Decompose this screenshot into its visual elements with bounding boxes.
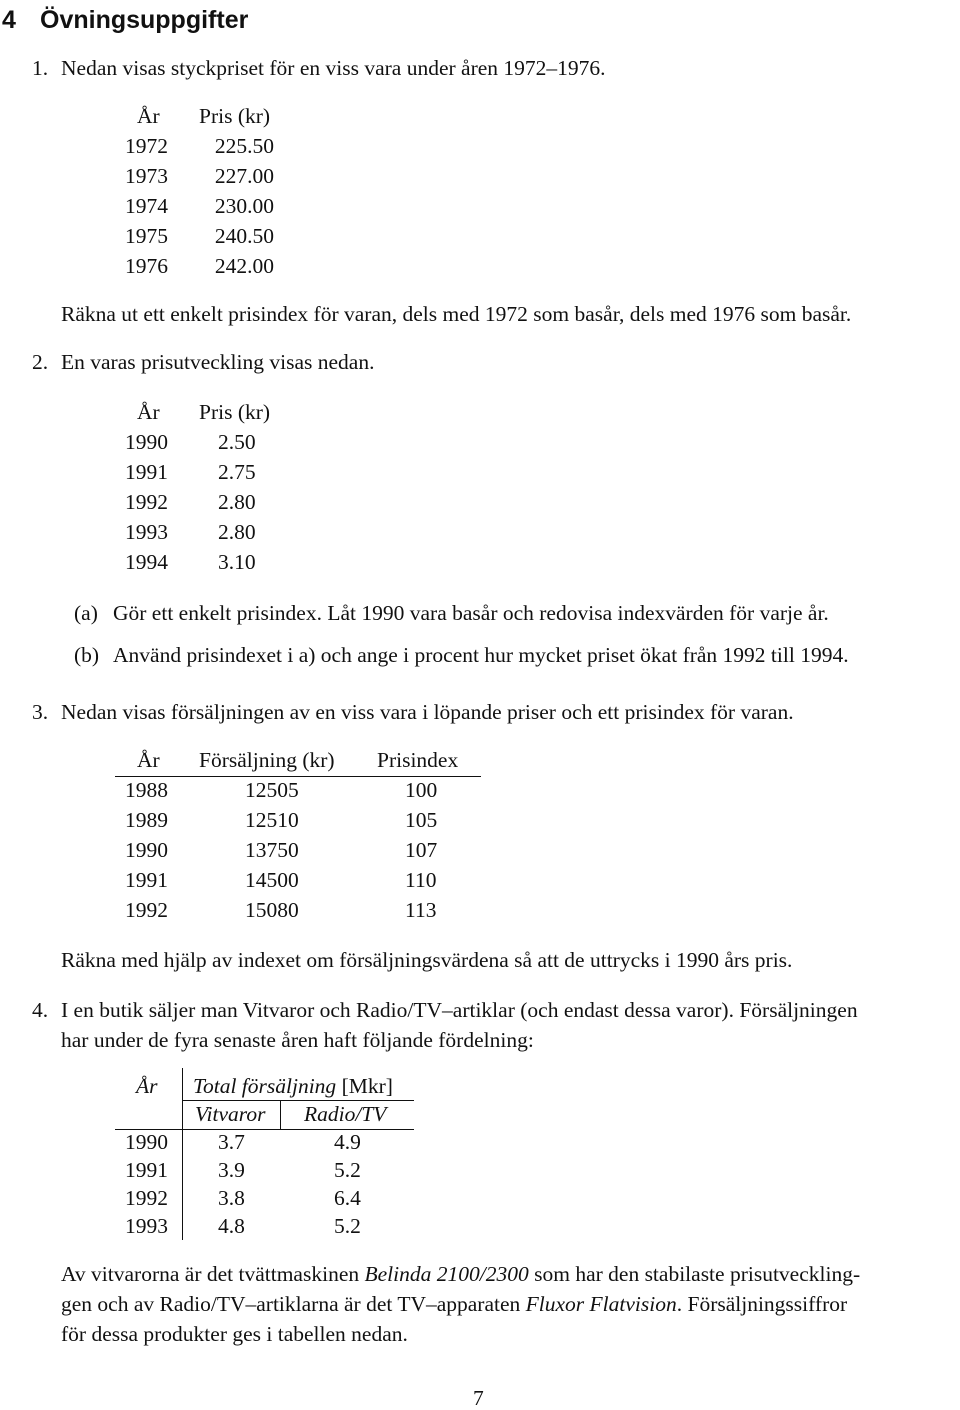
table-cell-price: 225.50 <box>214 134 274 158</box>
text-run: som har den stabilaste prisutveckling- <box>528 1262 861 1286</box>
table-header-price: Pris (kr) <box>199 400 271 424</box>
table-cell-year: 1994 <box>125 550 168 574</box>
text-run: Av vitvarorna är det tvättmaskinen <box>61 1262 365 1286</box>
exercise-instruction: Räkna med hjälp av indexet om försäljningsvärdena så att de uttrycks i 1990 års pris. <box>61 948 793 972</box>
table-cell-year: 1992 <box>125 1186 168 1210</box>
page-number: 7 <box>473 1386 484 1410</box>
exercise-text: En varas prisutveckling visas nedan. <box>61 350 375 374</box>
table-cell-index: 100 <box>405 778 438 802</box>
table-cell-index: 107 <box>405 838 438 862</box>
product-name: Belinda 2100/2300 <box>364 1262 529 1286</box>
table-cell-price: 2.80 <box>218 490 256 514</box>
table-header-price: Pris (kr) <box>199 104 271 128</box>
exercise-instruction: Räkna ut ett enkelt prisindex för varan, dels med 1972 som basår, dels med 1976 som basår. <box>61 302 852 326</box>
table-cell-price: 230.00 <box>214 194 274 218</box>
table-cell-year: 1991 <box>125 868 168 892</box>
table-rule <box>115 776 481 777</box>
table-header-total-unit: [Mkr] <box>341 1074 393 1098</box>
table-cell-vitvaror: 3.8 <box>218 1186 245 1210</box>
table-header-total-label: Total försäljning <box>193 1074 337 1098</box>
table-cell-radiotv: 5.2 <box>334 1214 361 1238</box>
table-cell-year: 1992 <box>125 898 168 922</box>
table-cell-sales: 13750 <box>245 838 299 862</box>
table-header-index: Prisindex <box>377 748 459 772</box>
table-cell-year: 1973 <box>125 164 168 188</box>
table-cell-index: 110 <box>405 868 437 892</box>
table-cell-year: 1991 <box>125 460 168 484</box>
table-cell-radiotv: 4.9 <box>334 1130 361 1154</box>
paragraph-line: för dessa produkter ges i tabellen nedan. <box>61 1322 408 1346</box>
table-cell-sales: 14500 <box>245 868 299 892</box>
exercise-text: har under de fyra senaste åren haft följande fördelning: <box>61 1028 534 1052</box>
table-cell-year: 1990 <box>125 1130 168 1154</box>
paragraph-line <box>61 1294 847 1316</box>
table-cell-price: 240.50 <box>214 224 274 248</box>
table-cell-sales: 12505 <box>245 778 299 802</box>
table-cell-year: 1972 <box>125 134 168 158</box>
text-run: gen och av Radio/TV–artiklarna är det TV–apparaten <box>61 1292 526 1316</box>
subtask-text-a: Gör ett enkelt prisindex. Låt 1990 vara basår och redovisa indexvärden för varje år. <box>113 601 829 625</box>
table-subheader-radiotv: Radio/TV <box>304 1102 387 1126</box>
table-cell-price: 227.00 <box>214 164 274 188</box>
table-cell-year: 1989 <box>125 808 168 832</box>
table-cell-year: 1993 <box>125 520 168 544</box>
table-cell-index: 113 <box>405 898 437 922</box>
table-cell-year: 1992 <box>125 490 168 514</box>
paragraph-line <box>61 1264 860 1286</box>
exercise-number: 4. <box>32 998 49 1022</box>
table-header-sales: Försäljning (kr) <box>199 748 335 772</box>
table-cell-year: 1990 <box>125 838 168 862</box>
section-number: 4 <box>2 6 16 34</box>
table-cell-vitvaror: 4.8 <box>218 1214 245 1238</box>
table-cell-price: 2.50 <box>218 430 256 454</box>
table-cell-year: 1976 <box>125 254 168 278</box>
table-header-year: År <box>137 748 160 772</box>
table-subheader-vitvaror: Vitvaror <box>195 1102 266 1126</box>
table-cell-price: 2.80 <box>218 520 256 544</box>
table-cell-radiotv: 6.4 <box>334 1186 361 1210</box>
table-cell-price: 242.00 <box>214 254 274 278</box>
table-cell-year: 1974 <box>125 194 168 218</box>
table-cell-year: 1990 <box>125 430 168 454</box>
table-rule-vertical <box>280 1101 281 1130</box>
table-cell-radiotv: 5.2 <box>334 1158 361 1182</box>
table-cell-sales: 15080 <box>245 898 299 922</box>
table-cell-year: 1993 <box>125 1214 168 1238</box>
subtask-label-b: (b) <box>74 643 100 667</box>
table-cell-year: 1975 <box>125 224 168 248</box>
table-header-year: År <box>137 104 160 128</box>
table-cell-sales: 12510 <box>245 808 299 832</box>
section-title: Övningsuppgifter <box>40 6 249 34</box>
table-header-year: År <box>136 1074 158 1098</box>
table-rule-vertical <box>182 1068 183 1240</box>
table-header-year: År <box>137 400 160 424</box>
exercise-text: Nedan visas styckpriset för en viss vara under åren 1972–1976. <box>61 56 606 80</box>
table-header-total <box>193 1076 393 1098</box>
exercise-text: I en butik säljer man Vitvaror och Radio/TV–artiklar (och endast dessa varor). Försäljningen <box>61 998 858 1022</box>
exercise-number: 3. <box>32 700 49 724</box>
subtask-label-a: (a) <box>74 601 98 625</box>
exercise-number: 2. <box>32 350 49 374</box>
table-cell-index: 105 <box>405 808 438 832</box>
exercise-number: 1. <box>32 56 49 80</box>
table-cell-vitvaror: 3.7 <box>218 1130 245 1154</box>
table-cell-year: 1991 <box>125 1158 168 1182</box>
table-cell-year: 1988 <box>125 778 168 802</box>
table-cell-price: 2.75 <box>218 460 256 484</box>
exercise-text: Nedan visas försäljningen av en viss vara i löpande priser och ett prisindex för varan. <box>61 700 794 724</box>
table-rule <box>182 1100 414 1101</box>
product-name: Fluxor Flatvision <box>525 1292 677 1316</box>
subtask-text-b: Använd prisindexet i a) och ange i procent hur mycket priset ökat från 1992 till 1994. <box>113 643 849 667</box>
table-cell-price: 3.10 <box>218 550 256 574</box>
table-cell-vitvaror: 3.9 <box>218 1158 245 1182</box>
text-run: . Försäljningssiffror <box>676 1292 848 1316</box>
